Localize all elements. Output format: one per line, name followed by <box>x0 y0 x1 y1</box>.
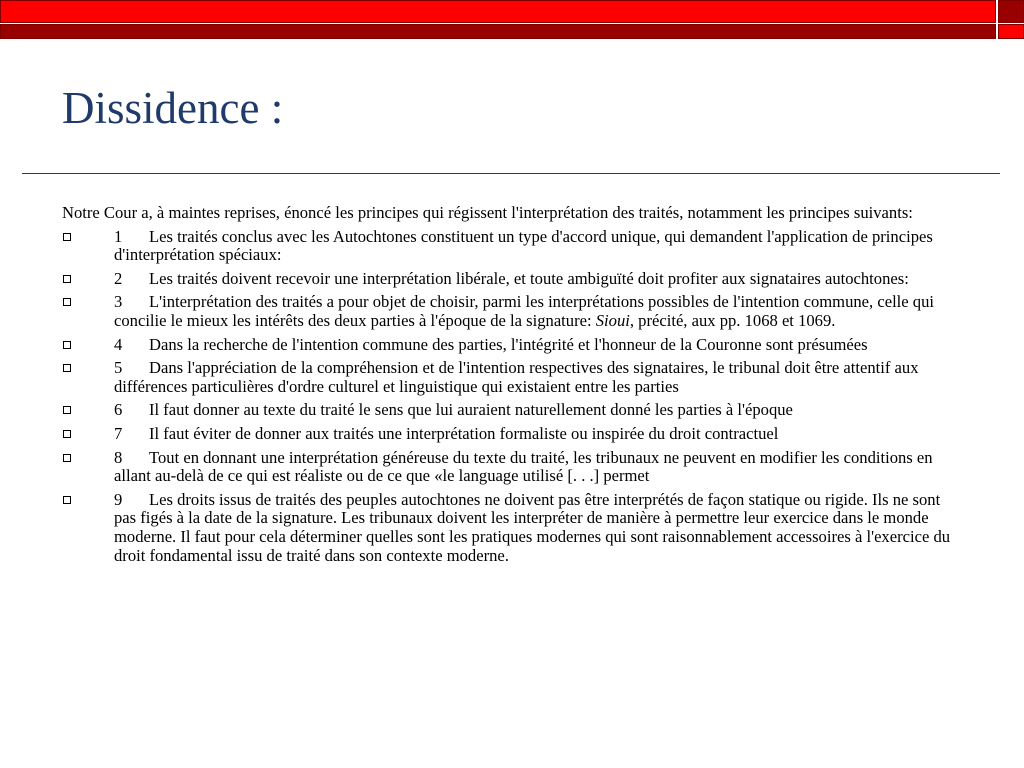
case-citation: Sioui <box>595 310 630 330</box>
item-number: 8 <box>114 447 123 467</box>
header-square-bottom <box>998 24 1024 39</box>
item-number: 5 <box>114 358 123 378</box>
square-bullet-icon <box>63 406 71 414</box>
list-item <box>62 336 962 355</box>
item-text: Tout en donnant une interprétation généreuse du texte du traité, les tribunaux ne peuvent en modifier les conditions en allant au-delà de ce qui est réaliste ou de ce que «le language utilisé [. . .] permet <box>114 447 933 486</box>
square-bullet-icon <box>63 298 71 306</box>
header-decoration <box>0 0 1024 42</box>
item-text: Dans l'appréciation de la compréhension et de l'intention respectives des signataires, le tribunal doit être attentif aux différences particulières d'ordre culturel et linguistique qui existaient entre les parties <box>114 358 919 396</box>
list-item <box>62 359 962 396</box>
list-item <box>62 491 962 565</box>
slide-title: Dissidence : <box>62 83 284 133</box>
item-text: Les droits issus de traités des peuples autochtones ne doivent pas être interprétés de façon statique ou rigide. Ils ne sont pas figés à la date de la signature. Les tribunaux doivent les interpréter de manière à permettre leur exercice dans le monde moderne. Il faut pour cela déterminer quelles sont les pratiques modernes qui sont raisonnablement accessoires à l'exercice du droit fondamental issu de traité dans son contexte moderne. <box>114 489 951 565</box>
item-number: 3 <box>114 292 123 312</box>
slide-body <box>62 204 962 570</box>
item-text: Les traités conclus avec les Autochtones constituent un type d'accord unique, qui demandent l'application de principes d'interprétation spéciaux: <box>114 226 933 265</box>
header-square-top <box>998 0 1024 23</box>
list-item <box>62 449 962 486</box>
item-text-tail: , précité, aux pp. 1068 et 1069. <box>629 310 836 330</box>
square-bullet-icon <box>63 341 71 349</box>
item-number: 2 <box>114 268 123 288</box>
principles-list <box>62 228 962 566</box>
square-bullet-icon <box>63 454 71 462</box>
item-text: Dans la recherche de l'intention commune des parties, l'intégrité et l'honneur de la Couronne sont présumées <box>149 334 868 354</box>
item-text: Les traités doivent recevoir une interprétation libérale, et toute ambiguïté doit profiter aux signataires autochtones: <box>149 268 909 288</box>
item-number: 6 <box>114 400 123 420</box>
list-item <box>62 228 962 265</box>
header-bar-red <box>0 0 996 23</box>
item-number: 4 <box>114 334 123 354</box>
square-bullet-icon <box>63 275 71 283</box>
item-text: Il faut donner au texte du traité le sens que lui auraient naturellement donné les parties à l'époque <box>149 400 793 420</box>
title-divider <box>22 173 1000 174</box>
item-text: L'interprétation des traités a pour objet de choisir, parmi les interprétations possibles de l'intention commune, celle qui concilie le mieux les intérêts des deux parties à l'époque de la signature: <box>114 292 935 330</box>
item-number: 9 <box>114 489 123 509</box>
header-bar-dark <box>0 24 996 39</box>
item-text: Il faut éviter de donner aux traités une interprétation formaliste ou inspirée du droit contractuel <box>149 423 779 443</box>
intro-paragraph: Notre Cour a, à maintes reprises, énoncé les principes qui régissent l'interprétation des traités, notamment les principes suivants: <box>62 203 913 222</box>
item-number: 1 <box>114 226 123 246</box>
list-item <box>62 293 962 330</box>
list-item <box>62 425 962 444</box>
square-bullet-icon <box>63 496 71 504</box>
square-bullet-icon <box>63 430 71 438</box>
square-bullet-icon <box>63 364 71 372</box>
item-number: 7 <box>114 423 123 443</box>
list-item <box>62 401 962 420</box>
list-item <box>62 270 962 289</box>
square-bullet-icon <box>63 233 71 241</box>
